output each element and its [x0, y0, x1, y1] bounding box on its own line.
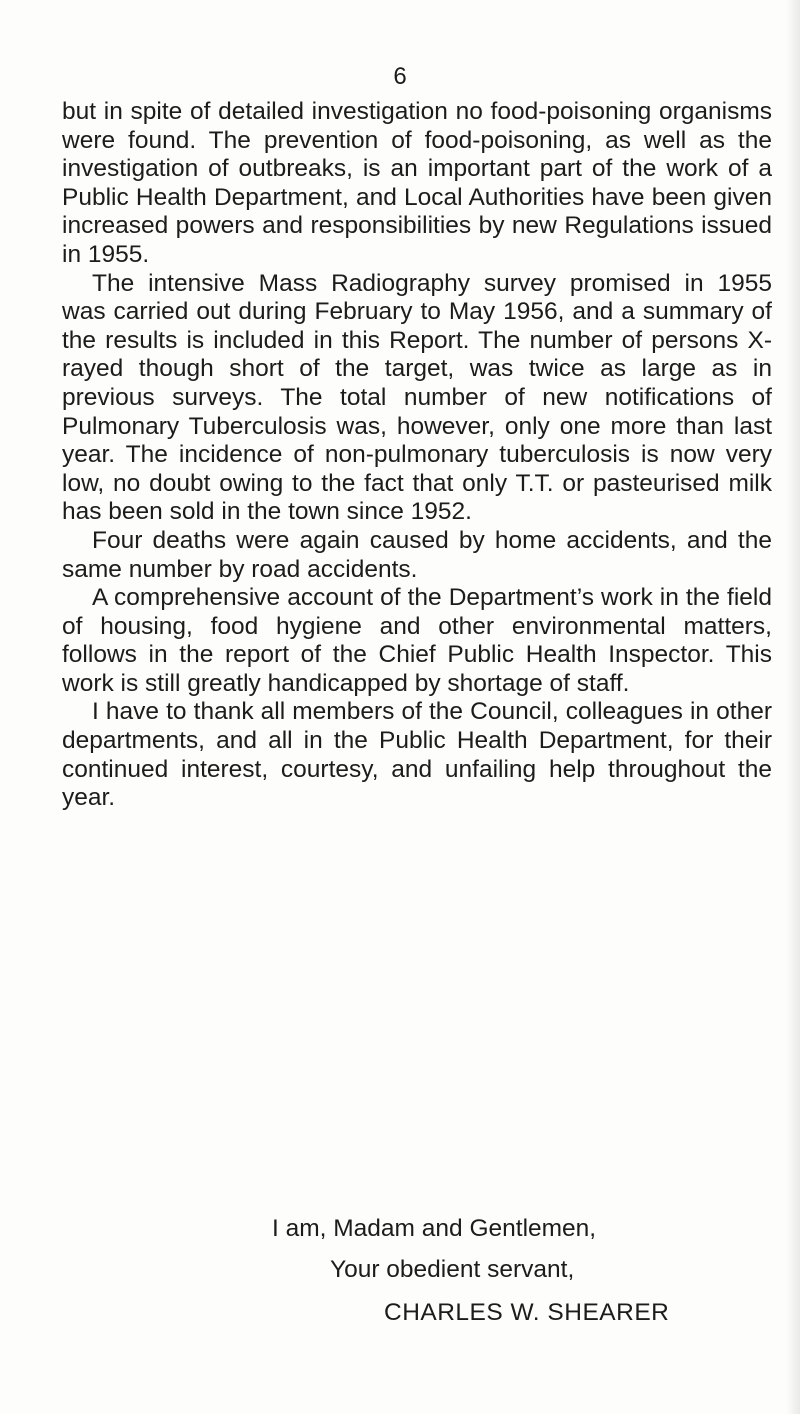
signature-name: CHARLES W. SHEARER	[384, 1299, 670, 1326]
paragraph-acknowledgements: I have to thank all members of the Council, colleagues in other departments, and all in the Public Health Department, for their continued interest, courtesy, and unfailing help throughout the year.	[62, 698, 772, 812]
paragraph-environmental-work: A comprehensive account of the Department’s work in the field of housing, food hygiene and other environmental matters, follows in the report of the Chief Public Health Inspector. This work is still greatly handicapped by shortage of staff.	[62, 584, 772, 697]
closing-text: Your obedient servant,	[330, 1256, 575, 1283]
page-number: 6	[393, 63, 407, 90]
salutation-text: I am, Madam and Gentlemen,	[272, 1215, 597, 1242]
report-body	[62, 98, 772, 813]
paragraph-food-poisoning: but in spite of detailed investigation no food-poisoning organisms were found. The prevention of food-poisoning, as well as the investigation of outbreaks, is an important part of the work of a Public Health Department, and Local Authorities have been given increased powers and responsibilities by new Regulations issued in 1955.	[62, 98, 772, 268]
page-edge-shadow	[786, 0, 800, 1414]
paragraph-accidents: Four deaths were again caused by home accidents, and the same number by road accidents.	[62, 526, 772, 583]
paragraph-mass-radiography: The intensive Mass Radiography survey promised in 1955 was carried out during February to May 1956, and a summary of the results is included in this Report. The number of persons X-rayed though short of the target, was twice as large as in previous surveys. The total number of new notifications of Pulmonary Tuberculosis was, however, only one more than last year. The incidence of non-pulmonary tuberculosis is now very low, no doubt owing to the fact that only T.T. or pasteurised milk has been sold in the town since 1952.	[62, 269, 772, 526]
